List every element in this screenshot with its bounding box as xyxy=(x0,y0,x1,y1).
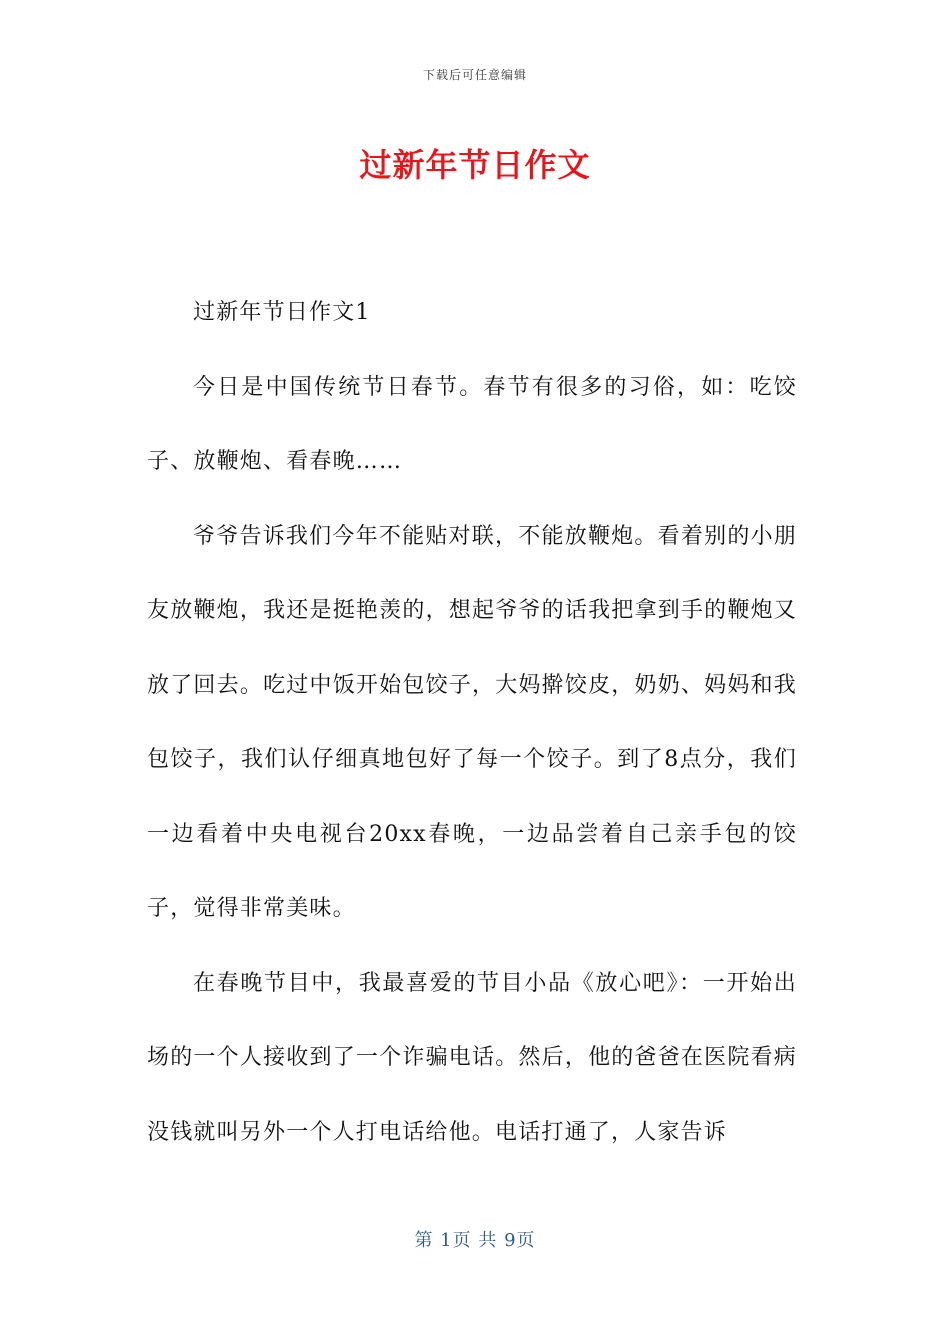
header-note: 下载后可任意编辑 xyxy=(422,68,527,82)
paragraph-intro: 今日是中国传统节日春节。春节有很多的习俗，如：吃饺子、放鞭炮、看春晚…… xyxy=(147,374,797,474)
section-heading: 过新年节日作文1 xyxy=(193,300,371,325)
paragraph-gala: 在春晚节目中，我最喜爱的节目小品《放心吧》：一开始出场的一个人接收到了一个诈骗电话。然后，他的爸爸在医院看病没钱就叫另外一个人打电话给他。电话打通了，人家告诉 xyxy=(147,970,797,1145)
document-title: 过新年节日作文 xyxy=(359,146,591,184)
paragraph-grandpa: 爷爷告诉我们今年不能贴对联，不能放鞭炮。看着别的小朋友放鞭炮，我还是挺艳羡的，想起爷爷的话我把拿到手的鞭炮又放了回去。吃过中饭开始包饺子，大妈擀饺皮，奶奶、妈妈和我包饺子，我们认仔细真地包好了每一个饺子。到了8点分，我们一边看着中央电视台20xx春晚，一边品尝着自己亲手包的饺子，觉得非常美味。 xyxy=(147,523,797,921)
document-body xyxy=(147,276,797,1170)
page-footer: 第 1页 共 9页 xyxy=(414,1230,536,1251)
